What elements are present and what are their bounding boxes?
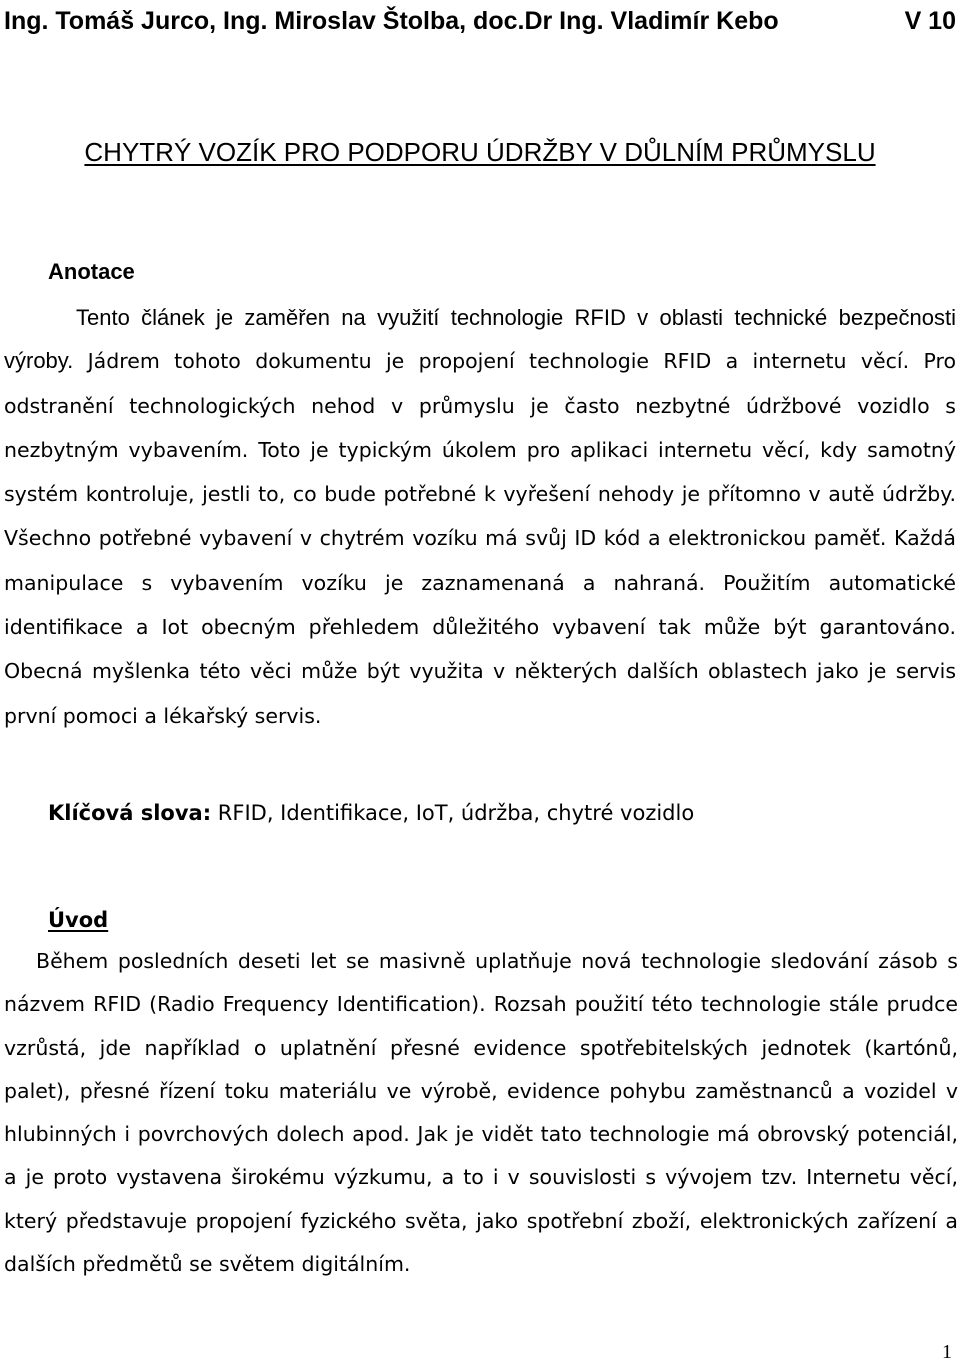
- abstract-text: [4, 296, 956, 738]
- keywords: [48, 797, 958, 829]
- keywords-text: RFID, Identifikace, IoT, údržba, chytré vozidlo: [211, 801, 695, 825]
- intro-heading: Úvod: [48, 908, 109, 932]
- header-volume: V 10: [904, 7, 956, 35]
- running-header: [4, 6, 956, 36]
- abstract-heading: Anotace: [48, 259, 135, 284]
- page-number: 1: [942, 1341, 952, 1363]
- intro-text: Během posledních deseti let se masivně uplatňuje nová technologie sledování zásob s názvem RFID (Radio Frequency Identification). Rozsah použití této technologie stále prudce vzrůstá, jde například o uplatnění přesné evidence spotřebitelských jednotek (kartónů, palet), přesné řízení toku materiálu ve výrobě, evidence pohybu zaměstnanců a vozidel v hlubinných i povrchových dolech apod. Jak je vidět tato technologie má obrovský potenciál, a je proto vystavena širokému výzkumu, a to i v souvislosti s vývojem tzv. Internetu věcí, který představuje propojení fyzického světa, jako spotřební zboží, elektronických zařízení a dalších předmětů se světem digitálním.: [4, 949, 958, 1277]
- keywords-label: Klíčová slova:: [48, 801, 212, 825]
- abstract-text-part2: Jádrem tohoto dokumentu je propojení technologie RFID a internetu věcí. Pro odstranění technologických nehod v průmyslu je často nezbytné údržbové vozidlo s nezbytným vybavením. Toto je typickým úkolem pro aplikaci internetu věcí, kdy samotný systém kontroluje, jestli to, co bude potřebné k vyřešení nehody je přítomno v autě údržby. Všechno potřebné vybavení v chytrém vozíku má svůj ID kód a elektronickou paměť. Každá manipulace s vybavením vozíku je zaznamenaná a nahraná. Použitím automatické identifikace a Iot obecným přehledem důležitého vybavení tak může být garantováno. Obecná myšlenka této věci může být využita v některých dalších oblastech jako je servis první pomoci a lékařský servis.: [4, 349, 956, 728]
- paper-title: CHYTRÝ VOZÍK PRO PODPORU ÚDRŽBY V DŮLNÍM PRŮMYSLU: [84, 137, 876, 167]
- abstract-text-part1: Tento článek je zaměřen na využití technologie RFID v oblasti technické bezpečnosti výroby.: [4, 305, 956, 374]
- header-authors: Ing. Tomáš Jurco, Ing. Miroslav Štolba, doc.Dr Ing. Vladimír Kebo: [4, 7, 779, 35]
